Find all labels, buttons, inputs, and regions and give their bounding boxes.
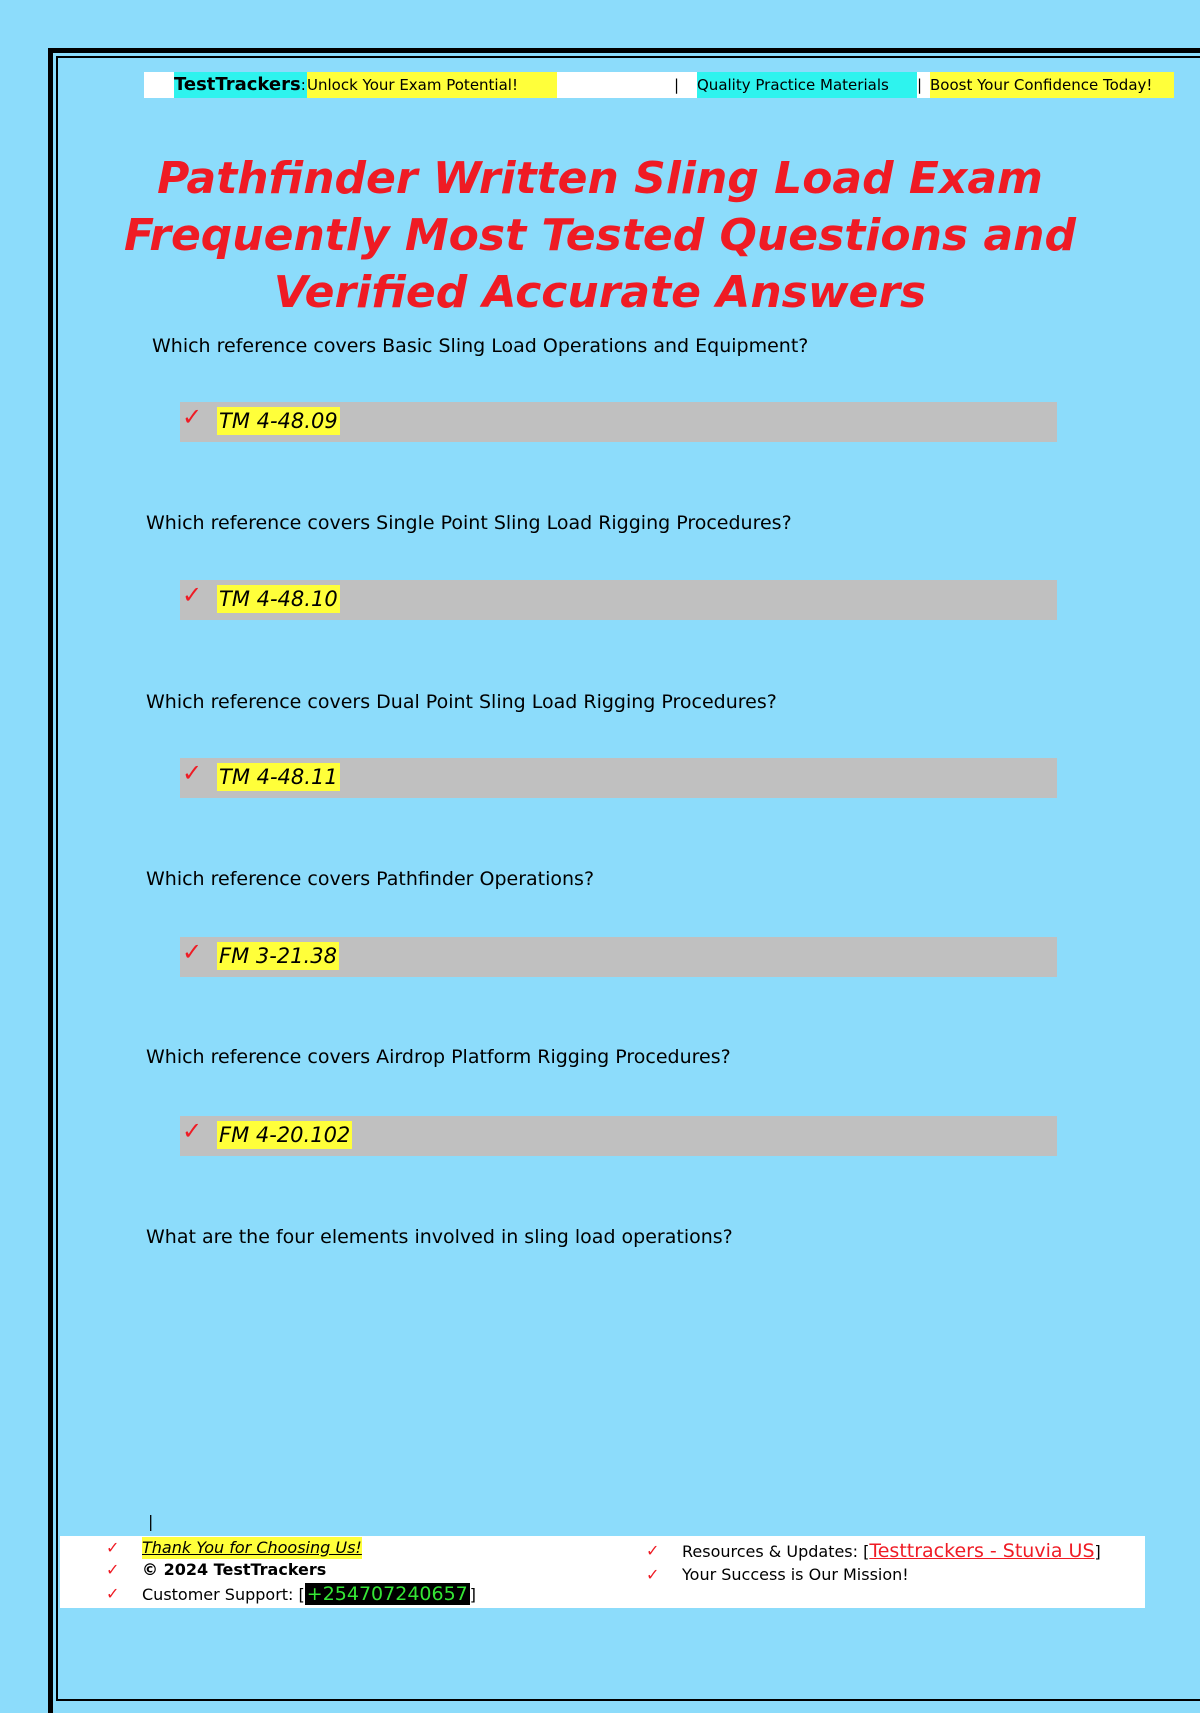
page-title — [120, 150, 1080, 321]
checkmark-icon: ✓ — [106, 1538, 120, 1557]
stuvia-link[interactable]: Testtrackers - Stuvia US — [869, 1540, 1095, 1562]
tagline-boost: Boost Your Confidence Today! — [930, 72, 1174, 98]
answer-bar — [180, 402, 1057, 442]
tagline-quality: Quality Practice Materials — [697, 72, 917, 98]
checkmark-icon: ✓ — [182, 759, 203, 787]
title-line-3: Verified Accurate Answers — [273, 267, 927, 318]
banner-separator: | — [917, 76, 923, 94]
answer-bar — [180, 580, 1057, 620]
answer-bar — [180, 1116, 1057, 1156]
header-banner — [144, 72, 1153, 98]
checkmark-icon: ✓ — [106, 1560, 120, 1579]
footer: ✓ Thank You for Choosing Us! ✓ © 2024 TestTrackers ✓ Customer Support: [ +254707240657 ] ✓ Resources & Updates: [Testtrackers - Stuvia US] ✓ Your Success is Our Mission! — [60, 1536, 1145, 1608]
question-text: Which reference covers Airdrop Platform Rigging Procedures? — [146, 1046, 731, 1068]
answer-text: TM 4-48.11 — [219, 765, 338, 789]
checkmark-icon: ✓ — [646, 1541, 660, 1560]
title-line-2: Frequently Most Tested Questions and — [124, 210, 1076, 261]
checkmark-icon: ✓ — [182, 403, 203, 431]
checkmark-icon: ✓ — [182, 581, 203, 609]
question-text: Which reference covers Dual Point Sling Load Rigging Procedures? — [146, 691, 777, 713]
answer-bar — [180, 937, 1057, 977]
brand-name: TestTrackers: — [174, 72, 308, 98]
answer-text: TM 4-48.09 — [219, 409, 338, 433]
question-text: Which reference covers Pathfinder Operations? — [146, 868, 595, 890]
question-text: What are the four elements involved in sling load operations? — [146, 1226, 733, 1248]
answer-text: TM 4-48.10 — [219, 587, 338, 611]
answer-text: FM 4-20.102 — [219, 1123, 351, 1147]
text-cursor: | — [148, 1512, 154, 1531]
tagline-unlock: Unlock Your Exam Potential! — [307, 72, 557, 98]
checkmark-icon: ✓ — [106, 1584, 120, 1603]
title-line-1: Pathfinder Written Sling Load Exam — [157, 153, 1043, 204]
banner-separator: | — [674, 76, 680, 94]
question-text: Which reference covers Basic Sling Load Operations and Equipment? — [152, 335, 809, 357]
question-text: Which reference covers Single Point Sling Load Rigging Procedures? — [146, 512, 792, 534]
support-phone-link[interactable]: +254707240657 — [306, 1583, 468, 1605]
answer-bar — [180, 758, 1057, 798]
checkmark-icon: ✓ — [182, 1117, 203, 1145]
checkmark-icon: ✓ — [646, 1565, 660, 1584]
answer-text: FM 3-21.38 — [219, 944, 337, 968]
checkmark-icon: ✓ — [182, 938, 203, 966]
